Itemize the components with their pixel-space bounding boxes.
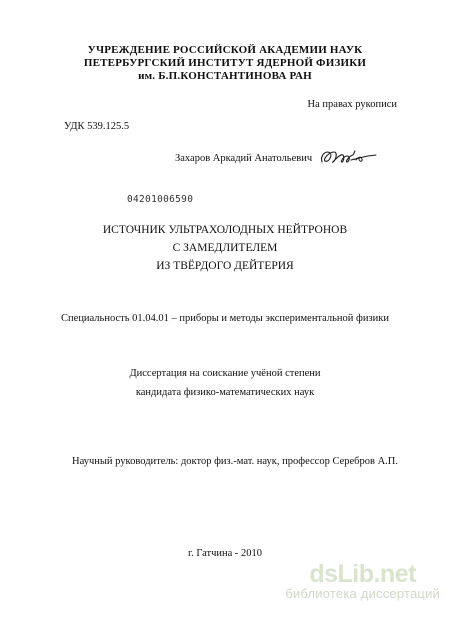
degree-line-1: Диссертация на соискание учёной степени (129, 368, 321, 379)
institution-line-1: УЧРЕЖДЕНИЕ РОССИЙСКОЙ АКАДЕМИИ НАУК (87, 44, 363, 56)
manuscript-rights-note: На правах рукописи (307, 99, 397, 110)
author-row (175, 147, 380, 169)
place-year: г. Гатчина - 2010 (187, 548, 263, 559)
watermark (285, 561, 440, 601)
institution-line-2: ПЕТЕРБУРГСКИЙ ИНСТИТУТ ЯДЕРНОЙ ФИЗИКИ (83, 57, 367, 69)
degree-line-2: кандидата физико-математических наук (135, 387, 315, 398)
barcode-number: 04201006590 (127, 194, 194, 205)
thesis-title-line-2: С ЗАМЕДЛИТЕЛЕМ (172, 242, 278, 254)
author-name: Захаров Аркадий Анатольевич (175, 152, 313, 164)
specialty-line: Специальность 01.04.01 – приборы и методы экспериментальной физики (61, 313, 389, 324)
watermark-subtitle: библиотека диссертаций (285, 586, 440, 601)
thesis-title-line-1: ИСТОЧНИК УЛЬТРАХОЛОДНЫХ НЕЙТРОНОВ (102, 224, 348, 236)
signature-image (318, 147, 380, 169)
udk-code: УДК 539.125.5 (64, 121, 130, 132)
institution-line-3: им. Б.П.КОНСТАНТИНОВА РАН (138, 70, 312, 82)
watermark-logo: dsLib.net (309, 560, 416, 588)
supervisor-line: Научный руководитель: доктор физ.-мат. наук, профессор Серебров А.П. (72, 456, 398, 467)
thesis-title-line-3: ИЗ ТВЁРДОГО ДЕЙТЕРИЯ (156, 260, 294, 272)
